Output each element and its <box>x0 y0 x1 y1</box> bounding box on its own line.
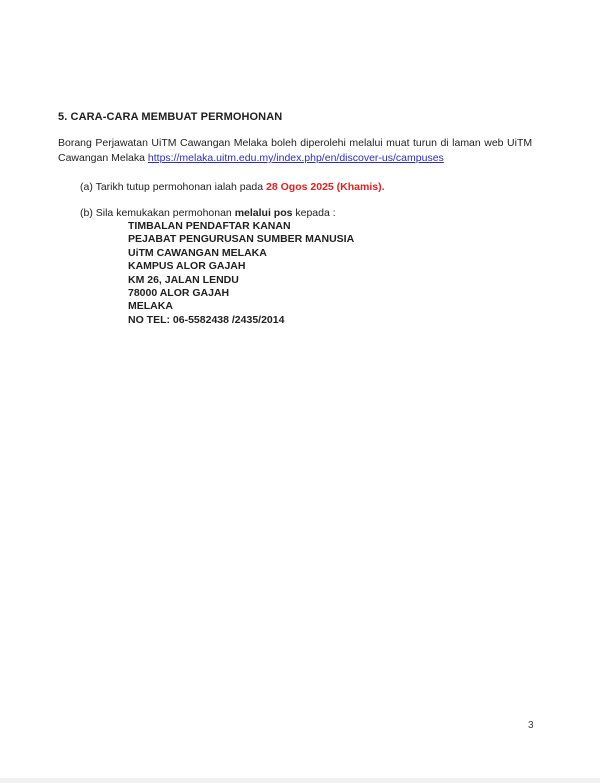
intro-paragraph <box>58 136 548 166</box>
item-b-emphasis: melalui pos <box>234 207 293 219</box>
page-bottom-edge <box>0 778 600 783</box>
list-item-a <box>80 181 548 194</box>
section-5-content <box>58 111 548 327</box>
address-line-1: TIMBALAN PENDAFTAR KANAN <box>128 220 291 232</box>
campuses-link[interactable]: https://melaka.uitm.edu.my/index.php/en/discover-us/campuses <box>147 152 444 164</box>
address-line-6: 78000 ALOR GAJAH <box>128 287 230 300</box>
item-a-marker: (a) <box>80 181 93 193</box>
item-a-text: Tarikh tutup permohonan ialah pada <box>95 181 264 193</box>
deadline-text: 28 Ogos 2025 (Khamis). <box>266 181 385 193</box>
address-line-3: UiTM CAWANGAN MELAKA <box>128 246 267 259</box>
address-line-5: KM 26, JALAN LENDU <box>128 273 239 286</box>
address-line-4: KAMPUS ALOR GAJAH <box>128 260 246 273</box>
intro-line-2-prefix: Cawangan Melaka <box>58 152 145 164</box>
address-line-2: PEJABAT PENGURUSAN SUMBER MANUSIA <box>128 233 355 246</box>
section-heading: 5. CARA-CARA MEMBUAT PERMOHONAN <box>58 111 283 123</box>
intro-line-1: Borang Perjawatan UiTM Cawangan Melaka boleh diperolehi melalui muat turun di laman web UiTM <box>58 137 533 149</box>
postal-address-block <box>128 220 548 327</box>
address-line-7: MELAKA <box>128 300 173 313</box>
item-b-text-after: kepada : <box>295 207 336 219</box>
address-line-8: NO TEL: 06-5582438 /2435/2014 <box>128 313 285 326</box>
page-number: 3 <box>528 720 534 731</box>
item-b-marker: (b) <box>80 207 93 219</box>
item-b-text-before: Sila kemukakan permohonan <box>95 207 232 219</box>
list-item-b <box>80 207 548 220</box>
intro-line-2 <box>58 152 444 164</box>
